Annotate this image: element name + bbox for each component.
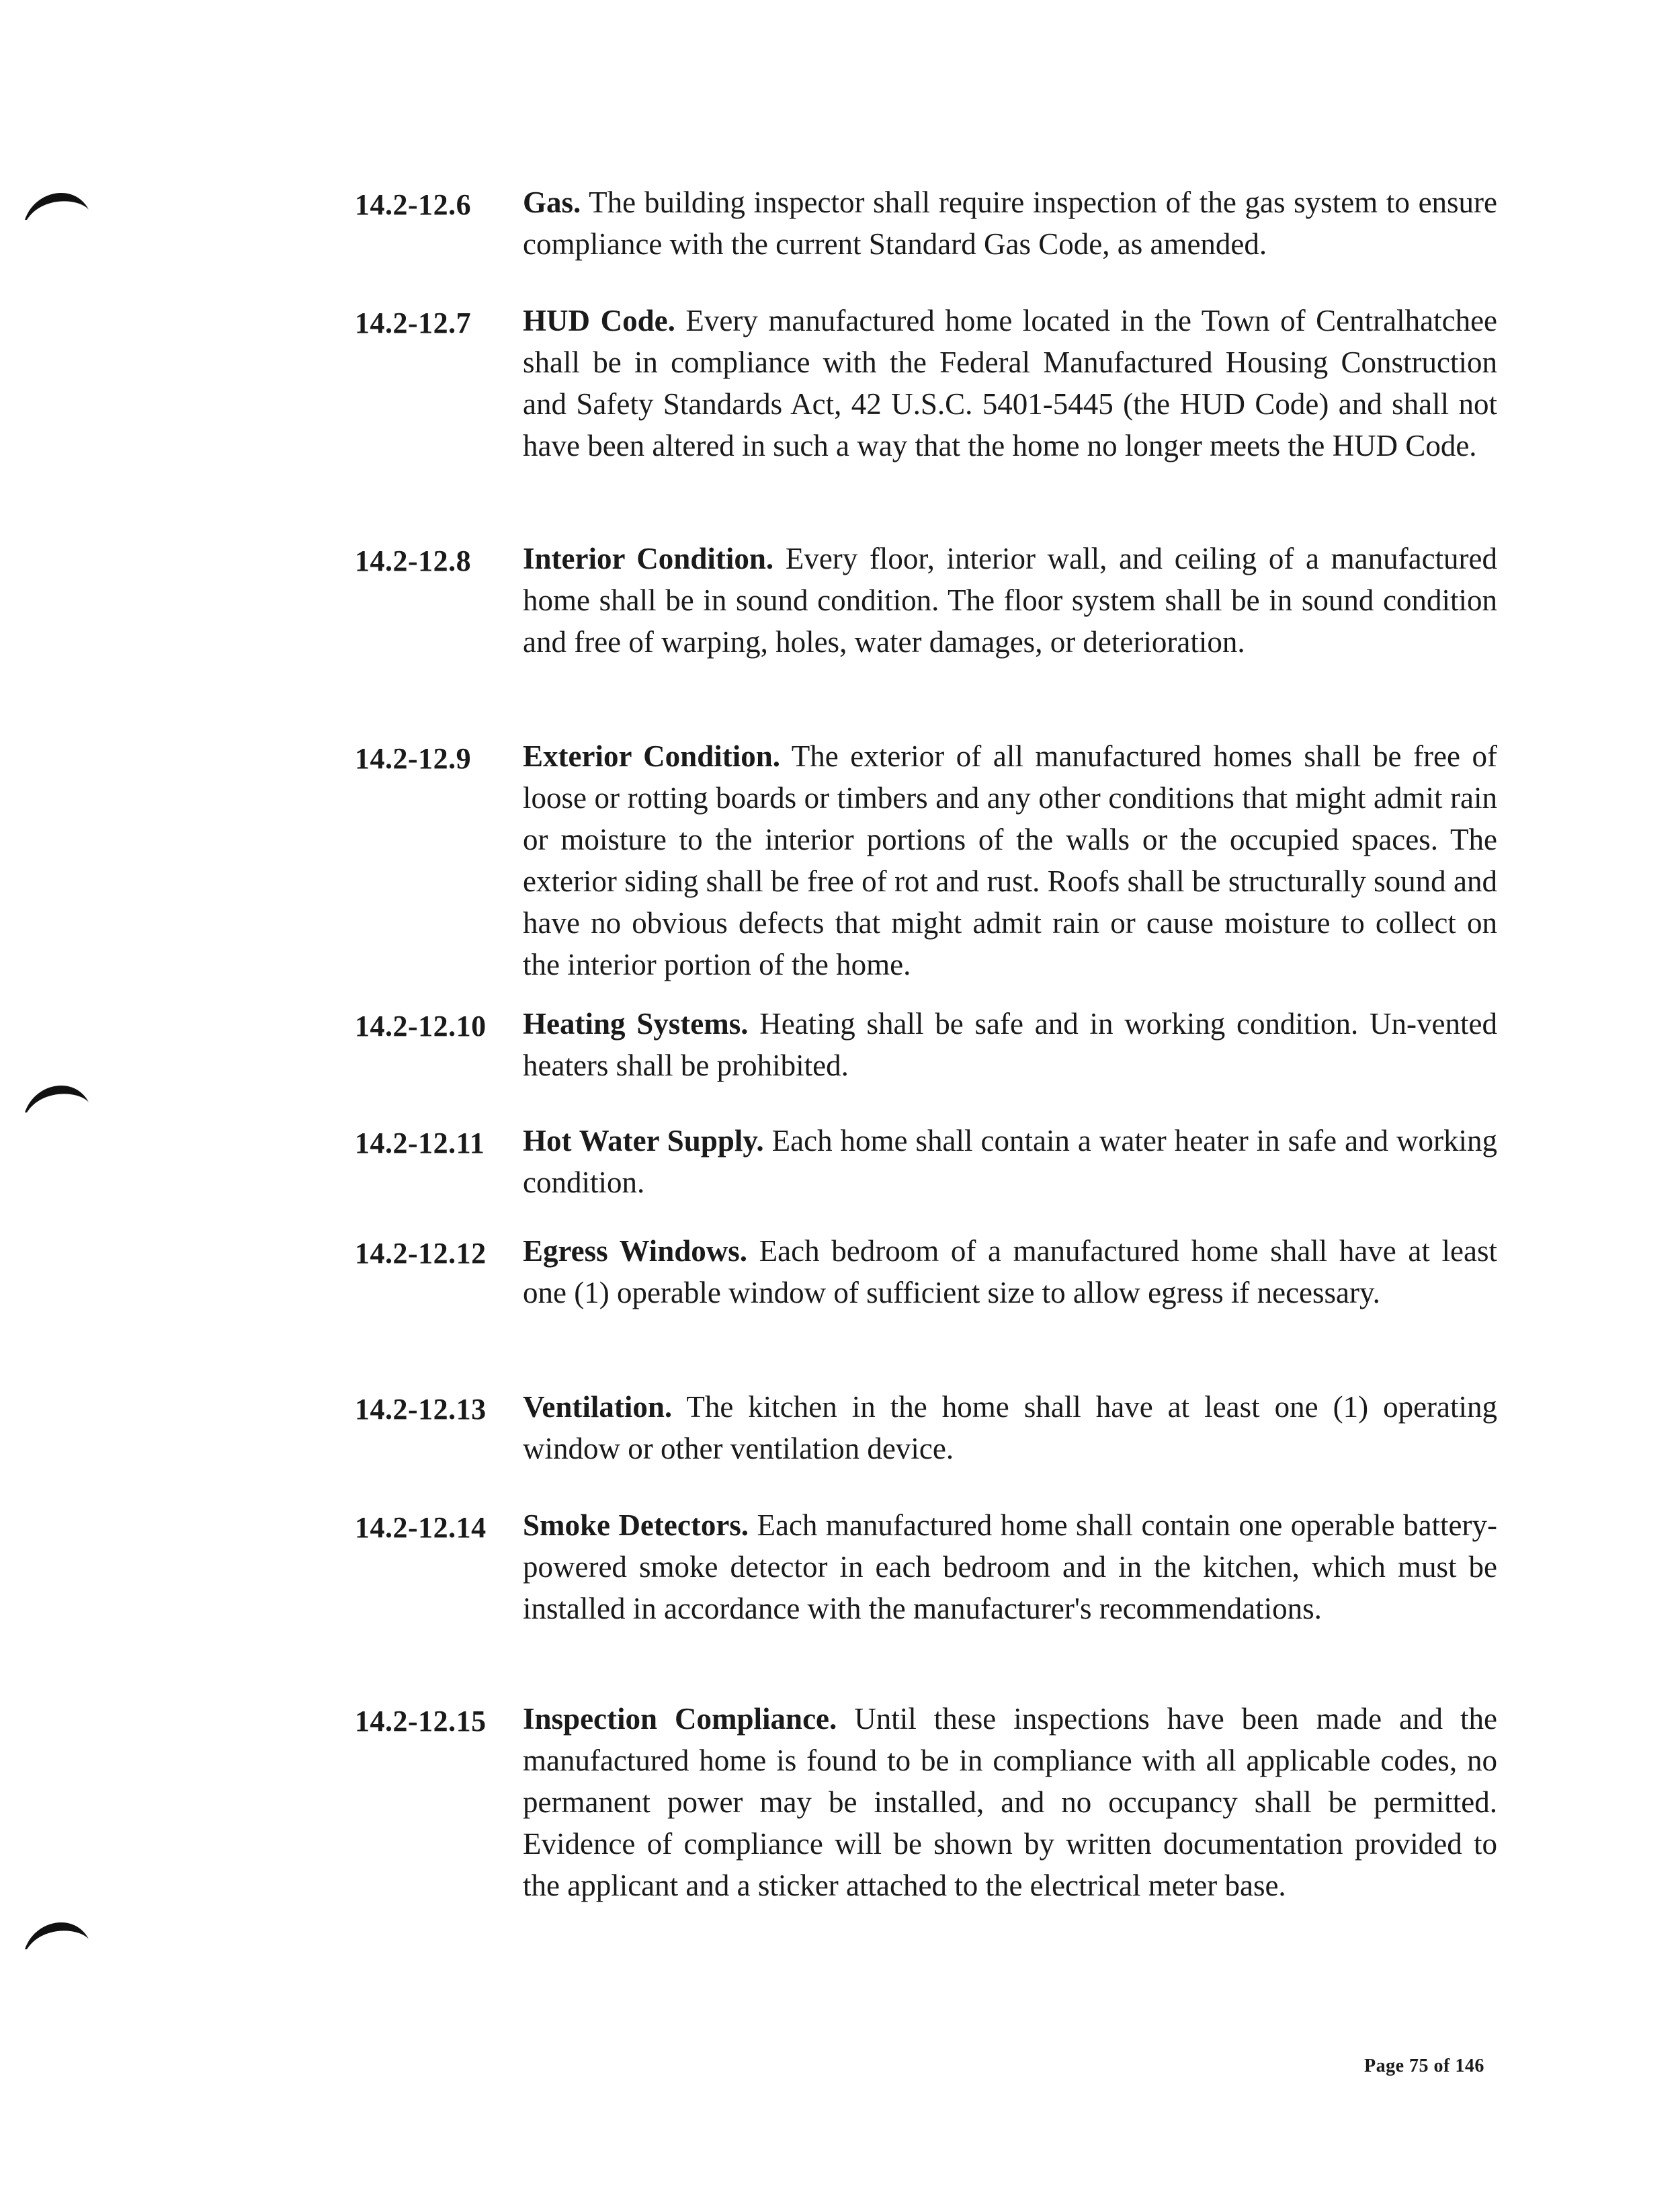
section-14-2-12-12 [355,1230,1497,1313]
section-heading: Inspection Compliance. [523,1702,837,1736]
section-number: 14.2-12.14 [355,1511,487,1544]
section-body [523,1003,1497,1086]
section-number: 14.2-12.8 [355,544,472,577]
punch-hole-mark [22,1912,92,1953]
punch-hole-mark [22,183,92,223]
section-number: 14.2-12.7 [355,307,472,339]
section-heading: Interior Condition. [523,542,774,575]
section-body [523,538,1497,663]
section-text: Each bedroom of a manufactured home shall have at least one (1) operable window of sufficient size to allow egress if necessary. [523,1234,1497,1309]
section-14-2-12-10 [355,1003,1497,1086]
punch-hole-mark [22,1075,92,1116]
section-text: The building inspector shall require inspection of the gas system to ensure compliance with the current Standard Gas Code, as amended. [523,186,1498,261]
section-text: The kitchen in the home shall have at least one (1) operating window or other ventilation device. [523,1390,1498,1465]
section-heading: Smoke Detectors. [523,1508,749,1542]
section-body [523,735,1497,985]
section-body [523,1698,1497,1906]
section-number: 14.2-12.10 [355,1010,487,1043]
section-heading: Heating Systems. [523,1007,749,1041]
section-number: 14.2-12.11 [355,1127,485,1160]
section-14-2-12-13 [355,1386,1497,1469]
section-14-2-12-7 [355,300,1497,466]
section-number: 14.2-12.15 [355,1705,487,1738]
section-body [523,181,1497,265]
section-heading: Exterior Condition. [523,739,780,773]
section-14-2-12-11 [355,1120,1497,1203]
section-14-2-12-6 [355,181,1497,265]
section-heading: Hot Water Supply. [523,1124,764,1157]
section-text: Heating shall be safe and in working condition. Un-vented heaters shall be prohibited. [523,1007,1497,1082]
section-text: Every floor, interior wall, and ceiling of a manufactured home shall be in sound condition. The floor system shall be in sound condition and free of warping, holes, water damages, or deterioration. [523,542,1498,659]
section-text: Every manufactured home located in the Town of Centralhatchee shall be in compliance with the Federal Manufactured Housing Construction and Safety Standards Act, 42 U.S.C. 5401-5445 (the HUD Code) and shall not have been altered in such a way that the home no longer meets the HUD Code. [523,304,1498,462]
section-number: 14.2-12.6 [355,188,472,221]
section-text: The exterior of all manufactured homes shall be free of loose or rotting boards or timbers and any other conditions that might admit rain or moisture to the interior portions of the walls or the occupied spaces. The exterior siding shall be free of rot and rust. Roofs shall be structurally sound and have no obvious defects that might admit rain or cause moisture to collect on the interior portion of the home. [523,739,1497,981]
section-heading: Ventilation. [523,1390,673,1424]
section-text: Each home shall contain a water heater in safe and working condition. [523,1124,1498,1199]
section-body [523,1504,1497,1629]
section-heading: Egress Windows. [523,1234,748,1268]
section-heading: HUD Code. [523,304,675,337]
section-number: 14.2-12.13 [355,1393,487,1426]
section-14-2-12-9 [355,735,1497,985]
section-text: Each manufactured home shall contain one operable battery-powered smoke detector in each bedroom and in the kitchen, which must be installed in accordance with the manufacturer's recommendations. [523,1508,1497,1625]
section-14-2-12-14 [355,1504,1497,1629]
section-14-2-12-15 [355,1698,1497,1906]
section-body [523,1386,1497,1469]
section-text: Until these inspections have been made and the manufactured home is found to be in compliance with all applicable codes, no permanent power may be installed, and no occupancy shall be permitted. Evidence of compliance will be shown by written documentation provided to the applicant and a sticker attached to the electrical meter base. [523,1702,1498,1902]
section-number: 14.2-12.12 [355,1237,487,1270]
section-body [523,1230,1497,1313]
section-14-2-12-8 [355,538,1497,663]
section-number: 14.2-12.9 [355,742,472,775]
section-body [523,300,1497,466]
page-number: Page 75 of 146 [1364,2056,1484,2076]
section-heading: Gas. [523,186,581,219]
section-body [523,1120,1497,1203]
